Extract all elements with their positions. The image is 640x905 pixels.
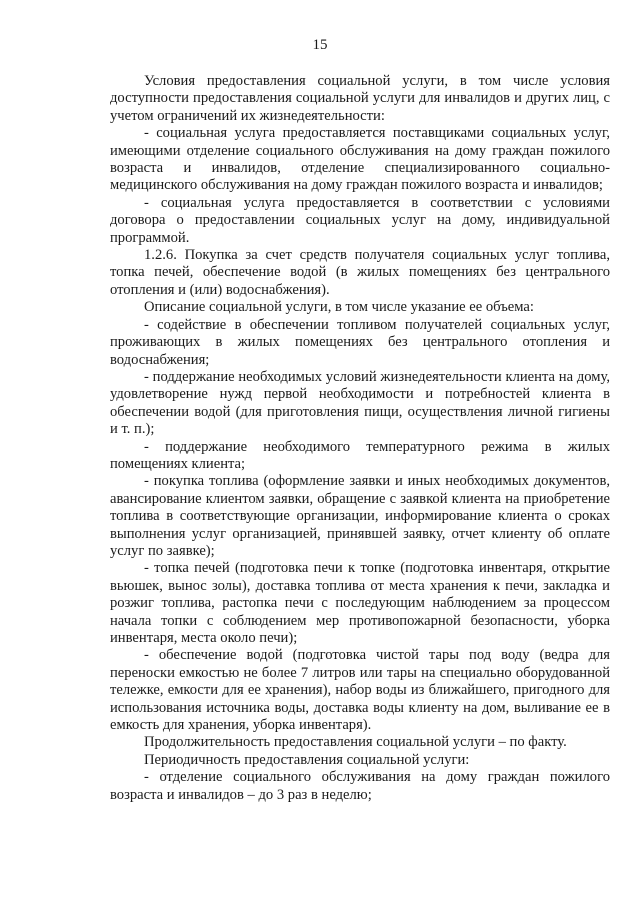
paragraph-temperature: - поддержание необходимого температурного режима в жилых помещениях клиента; <box>110 438 610 472</box>
paragraph-fuel-purchase: - покупка топлива (оформление заявки и иных необходимых документов, авансирование клиентом заявки, обращение с заявкой клиента на приобретение топлива в соответствующие организации, информирование клиента о сроках выполнения услуг организацией, принявшей заявку, отчет клиенту об оплате услуг по заявке); <box>110 473 610 559</box>
paragraph-water-supply: - обеспечение водой (подготовка чистой тары под воду (ведра для переноски емкостью не более 7 литров или тары на специально оборудованной тележке, емкости для ее хранения), набор воды из ближайшего, пригодного для использования источника воды, доставка воды клиенту на дом, выливание ее в емкость для хранения, уборка инвентаря). <box>110 647 610 734</box>
paragraph-duration: Продолжительность предоставления социальной услуги – по факту. <box>144 734 567 751</box>
paragraph-description-intro: Описание социальной услуги, в том числе указание ее объема: <box>144 299 534 316</box>
paragraph-fuel-assistance: - содействие в обеспечении топливом получателей социальных услуг, проживающих в жилых помещениях без центрального отопления и водоснабжения; <box>110 316 610 368</box>
paragraph-contract: - социальная услуга предоставляется в соответствии с условиями договора о предоставлении социальных услуг на дому, индивидуальной программой. <box>110 194 610 246</box>
paragraph-conditions-intro: Условия предоставления социальной услуги, в том числе условия доступности предоставления социальной услуги для инвалидов и других лиц, с учетом ограничений их жизнедеятельности: <box>110 73 610 124</box>
paragraph-periodicity: Периодичность предоставления социальной услуги: <box>144 751 470 768</box>
paragraph-section-1-2-6: 1.2.6. Покупка за счет средств получателя социальных услуг топлива, топка печей, обеспечение водой (в жилых помещениях без центрального отопления и (или) водоснабжения). <box>110 247 610 298</box>
paragraph-providers: - социальная услуга предоставляется поставщиками социальных услуг, имеющими отделение социального обслуживания на дому граждан пожилого возраста и инвалидов, отделение специализированного социально-медицинского обслуживания на дому граждан пожилого возраста и инвалидов; <box>110 125 610 194</box>
paragraph-stove-heating: - топка печей (подготовка печи к топке (подготовка инвентаря, открытие вьюшек, вынос золы), доставка топлива от места хранения к печи, закладка и розжиг топлива, растопка печи с последующим наблюдением за процессом начала топки с соблюдением мер противопожарной безопасности, уборка инвентаря, места около печи); <box>110 560 610 646</box>
paragraph-periodicity-home-service: - отделение социального обслуживания на дому граждан пожилого возраста и инвалидов – до 3 раз в неделю; <box>110 769 610 803</box>
document-body <box>110 73 610 804</box>
paragraph-living-conditions: - поддержание необходимых условий жизнедеятельности клиента на дому, удовлетворение нужд первой необходимости и потребностей клиента в обеспечении водой (для приготовления пищи, осуществления личной гигиены и т. п.); <box>110 368 610 438</box>
page-number: 15 <box>312 37 328 53</box>
